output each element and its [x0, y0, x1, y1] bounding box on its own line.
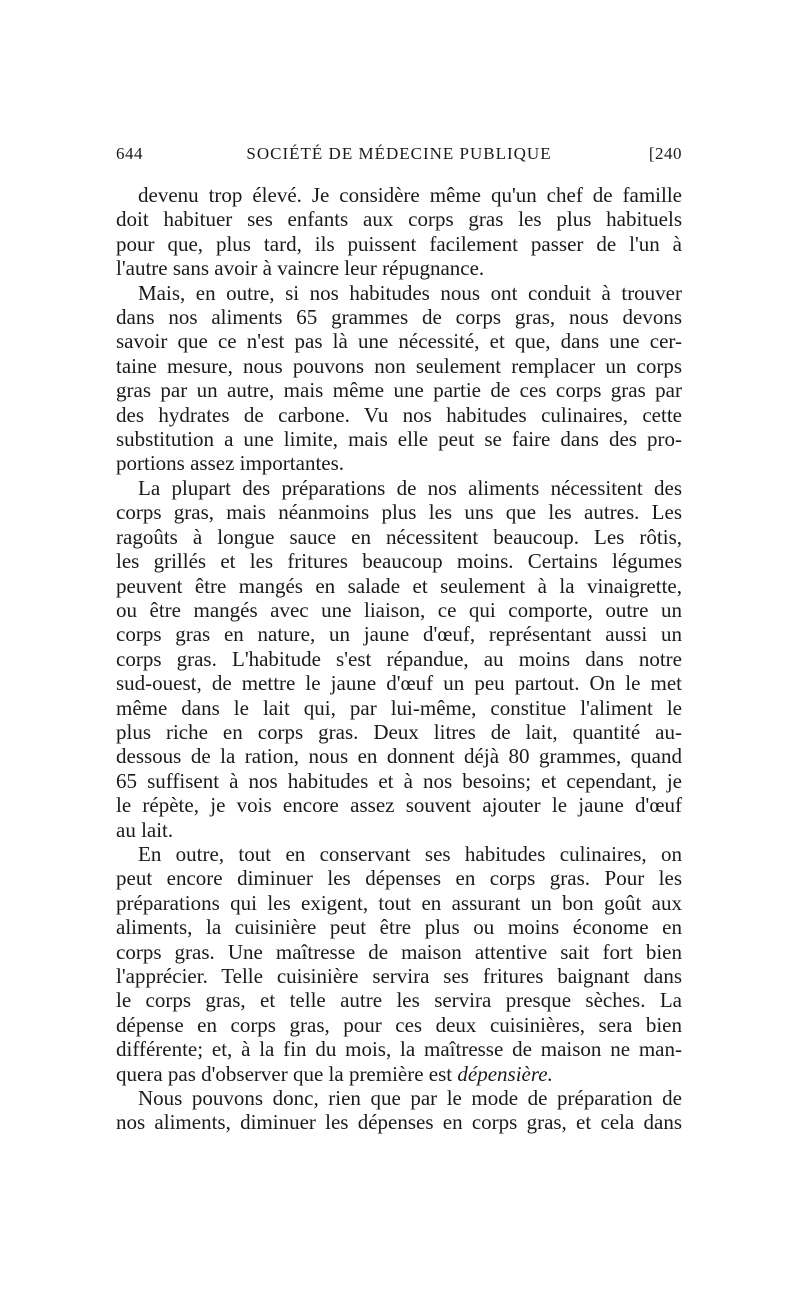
text-line: taine mesure, nous pouvons non seulement remplacer un corps: [116, 353, 682, 378]
text-line: dans nos aliments 65 grammes de corps gras, nous devons: [116, 305, 682, 330]
text-line: l'autre sans avoir à vaincre leur répugnance.: [116, 256, 485, 281]
original-page-number: [240: [648, 144, 682, 163]
text-line: doit habituer ses enfants aux corps gras les plus habituels: [116, 207, 682, 232]
text-line: ragoûts à longue sauce en nécessitent beaucoup. Les rôtis,: [116, 524, 682, 549]
text-line: nos aliments, diminuer les dépenses en corps gras, et cela dans: [116, 1110, 682, 1135]
paragraph: [116, 476, 682, 842]
paragraph: [116, 842, 682, 1086]
text-line: les grillés et les fritures beaucoup moins. Certains légumes: [116, 549, 682, 574]
text-line: corps gras. L'habitude s'est répandue, au moins dans notre: [116, 646, 682, 671]
text-line: ou être mangés avec une liaison, ce qui comporte, outre un: [116, 597, 682, 622]
text-line: le corps gras, et telle autre les servira presque sèches. La: [116, 988, 682, 1013]
text-line: pour que, plus tard, ils puissent facilement passer de l'un à: [116, 231, 682, 256]
text-line: corps gras en nature, un jaune d'œuf, représentant aussi un: [116, 622, 682, 647]
text-line: plus riche en corps gras. Deux litres de lait, quantité au-: [116, 719, 682, 744]
text-line: Nous pouvons donc, rien que par le mode de préparation de: [138, 1086, 682, 1111]
text-line: En outre, tout en conservant ses habitudes culinaires, on: [138, 841, 682, 866]
text-line: substitution a une limite, mais elle peut se faire dans des pro-: [116, 427, 682, 452]
running-head: [116, 144, 682, 168]
text-line: 65 suffisent à nos habitudes et à nos besoins; et cependant, je: [116, 768, 682, 793]
text-line: différente; et, à la fin du mois, la maîtresse de maison ne man-: [116, 1037, 682, 1062]
text-line: l'apprécier. Telle cuisinière servira ses fritures baignant dans: [116, 964, 682, 988]
text-line: peut encore diminuer les dépenses en corps gras. Pour les: [116, 866, 682, 891]
body-text: [116, 183, 682, 1135]
text-line: sud-ouest, de mettre le jaune d'œuf un peu partout. On le met: [116, 671, 682, 696]
page-number: 644: [116, 144, 143, 163]
paragraph: [116, 183, 682, 281]
paragraph: [116, 281, 682, 476]
italic-word: dépensière.: [457, 1061, 553, 1086]
text-line: aliments, la cuisinière peut être plus ou moins économe en: [116, 915, 682, 940]
text-line: La plupart des préparations de nos aliments nécessitent des: [138, 475, 682, 500]
text-line: dessous de la ration, nous en donnent déjà 80 grammes, quand: [116, 744, 682, 769]
text-line: au lait.: [116, 817, 174, 842]
text-line: même dans le lait qui, par lui-même, constitue l'aliment le: [116, 695, 682, 720]
text-line: portions assez importantes.: [116, 451, 345, 476]
text-line: corps gras. Une maîtresse de maison attentive sait fort bien: [116, 939, 682, 964]
text-line: le répète, je vois encore assez souvent ajouter le jaune d'œuf: [116, 793, 682, 818]
text-line: des hydrates de carbone. Vu nos habitudes culinaires, cette: [116, 402, 682, 427]
text-line: préparations qui les exigent, tout en assurant un bon goût aux: [116, 890, 682, 915]
text-line: dépense en corps gras, pour ces deux cuisinières, sera bien: [116, 1012, 682, 1037]
text-line: peuvent être mangés en salade et seulement à la vinaigrette,: [116, 573, 682, 598]
paragraph: [116, 1086, 682, 1135]
text-line: quera pas d'observer que la première est dépensière.: [116, 1061, 553, 1086]
text-line: corps gras, mais néanmoins plus les uns que les autres. Les: [116, 500, 682, 525]
text-line: Mais, en outre, si nos habitudes nous ont conduit à trouver: [138, 280, 682, 305]
text-line: savoir que ce n'est pas là une nécessité, et que, dans une cer-: [116, 329, 682, 354]
text-line: gras par un autre, mais même une partie de ces corps gras par: [116, 378, 682, 403]
text-line: devenu trop élevé. Je considère même qu'un chef de famille: [138, 183, 682, 207]
journal-title: SOCIÉTÉ DE MÉDECINE PUBLIQUE: [246, 144, 552, 163]
